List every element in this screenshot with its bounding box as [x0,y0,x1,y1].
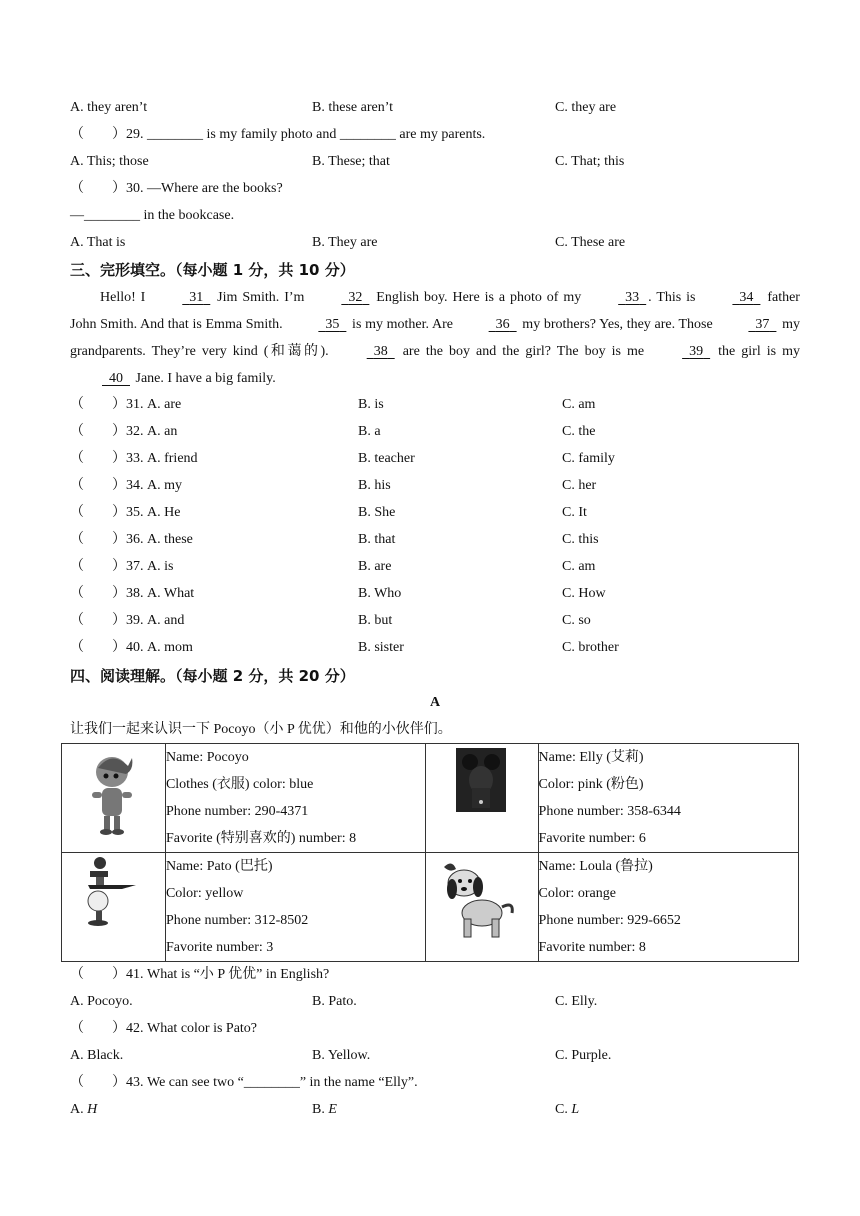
q28-option-b: B. these aren’t [312,100,393,115]
passage-text: Jane. I have a big family. [132,371,276,386]
option-prefix: C. [555,1102,572,1117]
passage-text: English boy. Here is a photo of my [371,290,587,305]
option-a: 39. A. and [126,613,185,628]
option-b: B. but [358,613,393,628]
answer-paren[interactable]: （ ） [70,640,126,655]
q42-option-c: C. Purple. [555,1048,612,1063]
q29-option-b: B. These; that [312,154,390,169]
question-text: 43. We can see two “________” in the name “Elly”. [126,1075,418,1090]
pocoyo-info [165,744,425,853]
passage-label: A [429,695,441,710]
q42-option-a: A. Black. [70,1048,124,1063]
card-line: Name: Loula (鲁拉) [538,859,653,874]
option-letter: H [87,1102,98,1117]
cloze-question-a [70,422,177,442]
option-letter: E [328,1102,337,1117]
q29-option-a: A. This; those [70,154,149,169]
question-text: 41. What is “小 P 优优” in English? [126,967,330,982]
section4-heading: 四、阅读理解。（每小题 2 分，共 20 分） [70,667,355,685]
q42-stem [70,1019,800,1039]
cloze-blank-37[interactable]: 37 [755,317,770,332]
cloze-question-a [70,557,173,577]
cloze-question-a [70,449,198,469]
q30-option-a: A. That is [70,235,126,250]
q42-options [70,1046,800,1066]
answer-paren[interactable]: （ ） [70,181,126,196]
card-line: Name: Pato (巴托) [165,859,273,874]
cloze-blank-38[interactable]: 38 [373,344,388,359]
q41-option-a: A. Pocoyo. [70,994,133,1009]
option-b: B. a [358,424,381,439]
cloze-question-row [70,449,800,469]
passage-text: the girl is my [712,344,800,359]
cloze-question-row [70,422,800,442]
option-c: C. It [562,505,587,520]
character-table [61,743,799,962]
card-line: Name: Elly (艾莉) [538,750,644,765]
pato-image [62,853,166,962]
q41-option-c: C. Elly. [555,994,598,1009]
passage-text: Jim Smith. I’m [212,290,310,305]
option-a: 38. A. What [126,586,195,601]
option-a: 40. A. mom [126,640,193,655]
q30-option-c: C. These are [555,235,626,250]
option-c: C. so [562,613,591,628]
passage-text: are the boy and the girl? The boy is me [396,344,651,359]
q30-answer-line: —________ in the bookcase. [70,208,235,223]
q43-stem [70,1073,800,1093]
option-b: B. that [358,532,396,547]
card-line: Name: Pocoyo [165,750,249,765]
option-prefix: B. [312,1102,329,1117]
section3-heading: 三、完形填空。（每小题 1 分，共 10 分） [70,261,355,279]
option-b: B. Who [358,586,402,601]
cloze-question-a [70,395,181,415]
pocoyo-image [62,744,166,853]
option-b: B. are [358,559,392,574]
question-text: 42. What color is Pato? [126,1021,258,1036]
option-a: 36. A. these [126,532,193,547]
option-c: C. am [562,559,596,574]
q28-options [70,98,800,118]
card-line: Phone number: 290-4371 [165,804,309,819]
option-a: 34. A. my [126,478,182,493]
cloze-blank-39[interactable]: 39 [689,344,704,359]
q29-option-c: C. That; this [555,154,625,169]
cloze-question-a [70,476,182,496]
answer-paren[interactable]: （ ） [70,505,126,520]
option-b: B. teacher [358,451,415,466]
answer-paren[interactable]: （ ） [70,559,126,574]
passage-text: father John Smith. And that is Emma Smith. [70,290,800,332]
elly-info [538,744,798,853]
option-c: C. am [562,397,596,412]
cloze-blank-34[interactable]: 34 [739,290,754,305]
q41-stem [70,965,800,985]
cloze-question-row [70,395,800,415]
q43-option-a [70,1100,97,1120]
answer-paren[interactable]: （ ） [70,967,126,982]
passage-text: Hello! I [100,290,151,305]
option-letter: L [571,1102,580,1117]
passage-text: is my mother. Are [348,317,457,332]
option-c: C. brother [562,640,619,655]
option-b: B. his [358,478,391,493]
option-a: 35. A. He [126,505,181,520]
answer-paren[interactable]: （ ） [70,397,126,412]
question-text: 29. ________ is my family photo and ________ are my parents. [126,127,486,142]
cloze-blank-33[interactable]: 33 [625,290,640,305]
option-prefix: A. [70,1102,88,1117]
reading-intro: 让我们一起来认识一下 Pocoyo（小 P 优优）和他的小伙伴们。 [70,722,452,737]
cloze-question-row [70,584,800,604]
card-line: Clothes (衣服) color: blue [165,777,314,792]
answer-paren[interactable]: （ ） [70,451,126,466]
card-line: Color: yellow [165,886,244,901]
loula-info [538,853,798,962]
cloze-question-a [70,638,193,658]
passage-text: my grandparents. They’re very kind (和蔼的). [70,317,800,359]
passage-text: my brothers? Yes, they are. Those [518,317,717,332]
card-line: Color: orange [538,886,616,901]
cloze-question-row [70,611,800,631]
cloze-question-a [70,530,193,550]
option-b: B. is [358,397,384,412]
card-line: Favorite number: 6 [538,831,646,846]
passage-text: . This is [648,290,701,305]
option-a: 31. A. are [126,397,182,412]
cloze-blank-36[interactable]: 36 [495,317,510,332]
cloze-question-row [70,476,800,496]
q30-stem [70,179,800,199]
cloze-passage [70,284,800,392]
option-a: 32. A. an [126,424,178,439]
option-c: C. her [562,478,597,493]
cloze-question-a [70,584,194,604]
q43-options [70,1100,800,1120]
q41-options [70,992,800,1012]
cloze-question-row [70,530,800,550]
answer-paren[interactable]: （ ） [70,586,126,601]
answer-paren[interactable]: （ ） [70,532,126,547]
option-c: C. the [562,424,596,439]
option-a: 37. A. is [126,559,174,574]
option-a: 33. A. friend [126,451,198,466]
answer-paren[interactable]: （ ） [70,613,126,628]
card-line: Phone number: 312-8502 [165,913,309,928]
q29-stem [70,125,800,145]
card-line: Color: pink (粉色) [538,777,644,792]
option-c: C. How [562,586,606,601]
option-c: C. this [562,532,599,547]
answer-paren[interactable]: （ ） [70,127,126,142]
cloze-question-row [70,503,800,523]
q29-options [70,152,800,172]
q43-option-b [312,1100,337,1120]
q28-option-a: A. they aren’t [70,100,148,115]
answer-paren[interactable]: （ ） [70,424,126,439]
q30-option-b: B. They are [312,235,378,250]
answer-paren[interactable]: （ ） [70,1075,126,1090]
cloze-blank-35[interactable]: 35 [325,317,340,332]
q30-options [70,233,800,253]
q43-option-c [555,1100,579,1120]
option-b: B. sister [358,640,404,655]
option-b: B. She [358,505,396,520]
pato-info [165,853,425,962]
question-text: 30. —Where are the books? [126,181,283,196]
loula-image [426,853,538,962]
cloze-question-a [70,503,180,523]
card-line: Phone number: 358-6344 [538,804,681,819]
card-line: Favorite (特别喜欢的) number: 8 [165,831,357,846]
cloze-blank-31[interactable]: 31 [189,290,204,305]
cloze-question-row [70,638,800,658]
cloze-question-a [70,611,184,631]
cloze-question-row [70,557,800,577]
q28-option-c: C. they are [555,100,617,115]
answer-paren[interactable]: （ ） [70,1021,126,1036]
card-line: Favorite number: 8 [538,940,646,955]
q41-option-b: B. Pato. [312,994,357,1009]
option-c: C. family [562,451,615,466]
card-line: Phone number: 929-6652 [538,913,681,928]
cloze-blank-32[interactable]: 32 [348,290,363,305]
cloze-blank-40[interactable]: 40 [109,371,123,386]
elly-image [426,744,538,853]
card-line: Favorite number: 3 [165,940,274,955]
answer-paren[interactable]: （ ） [70,478,126,493]
q42-option-b: B. Yellow. [312,1048,371,1063]
